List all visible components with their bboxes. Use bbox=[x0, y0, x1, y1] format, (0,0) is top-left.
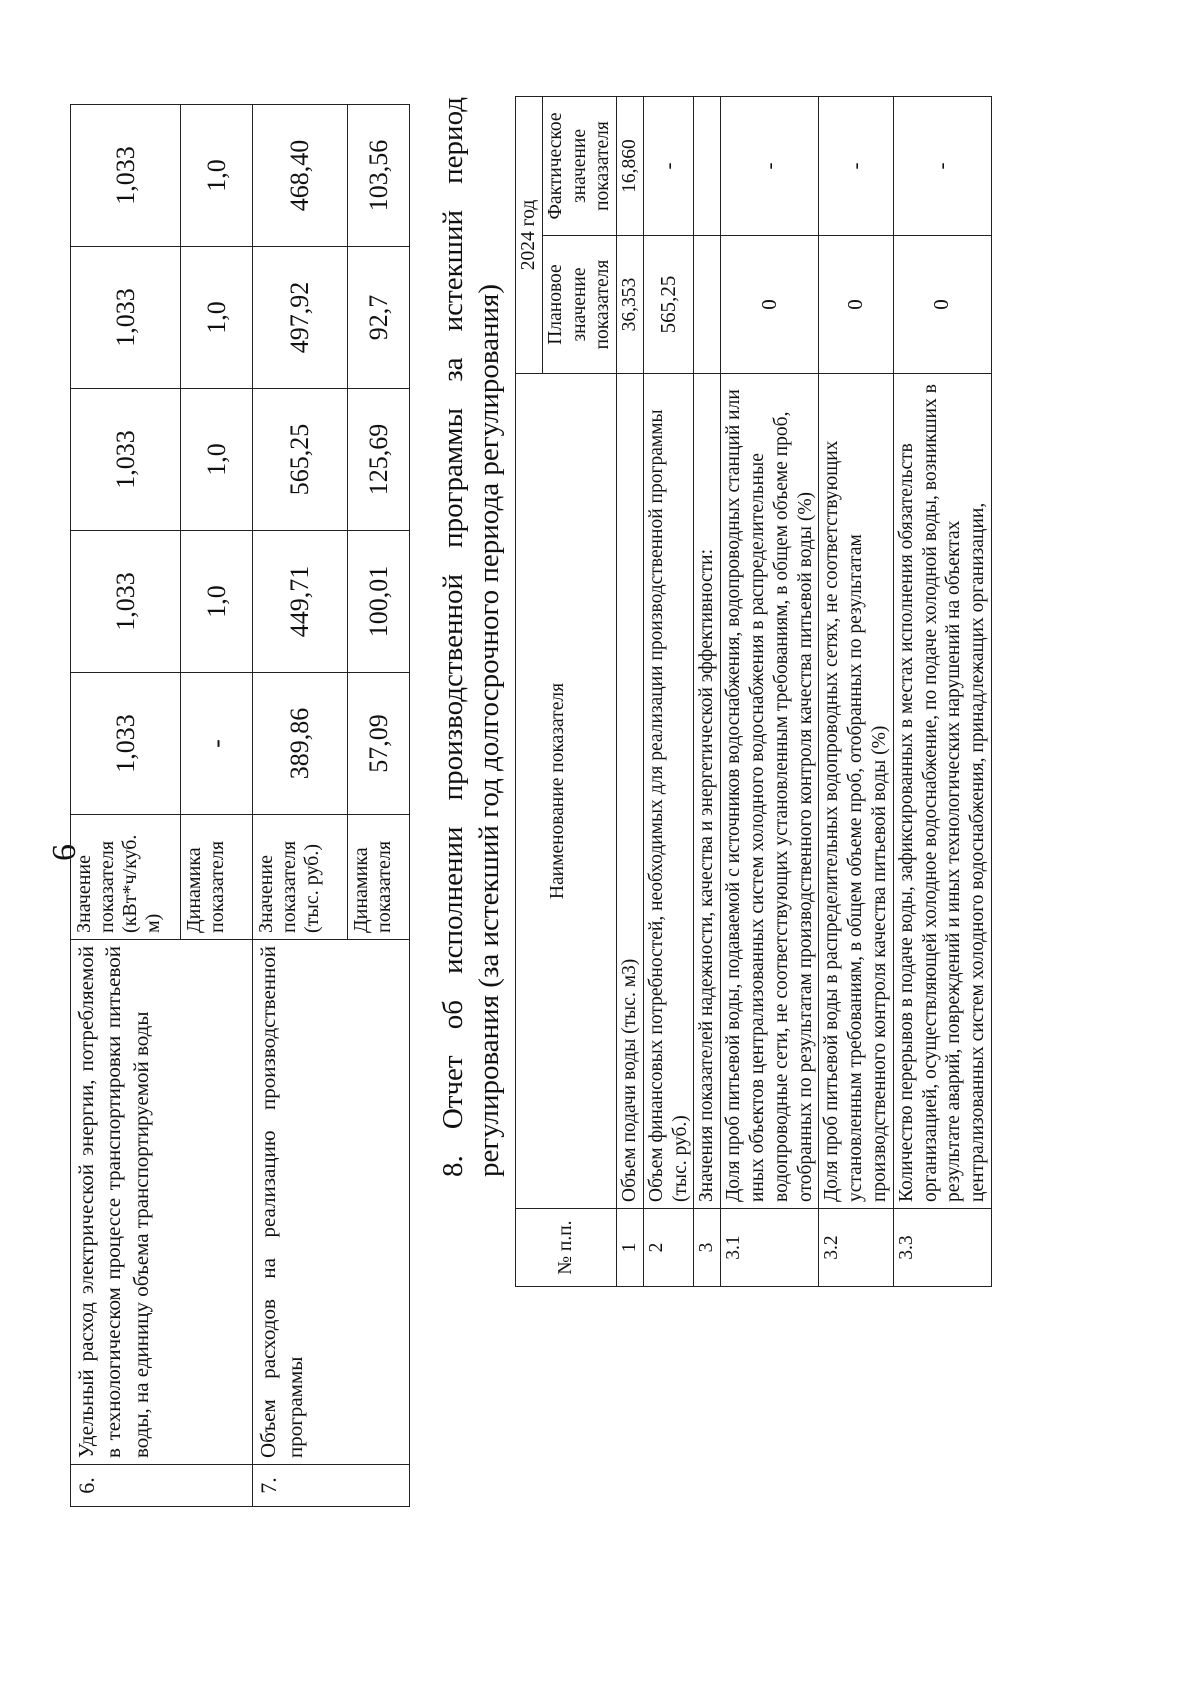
table-row bbox=[721, 97, 819, 1287]
value-cell: 449,71 bbox=[253, 531, 348, 673]
col-header-year: 2024 год bbox=[516, 97, 543, 374]
sub-label: Значение показателя (тыс. руб.) bbox=[253, 815, 348, 940]
table-row bbox=[617, 97, 644, 1287]
plan-value: 0 bbox=[819, 236, 893, 374]
value-cell: 468,40 bbox=[253, 105, 348, 247]
row-number: 3.3 bbox=[893, 1209, 991, 1287]
row-index: 6. bbox=[71, 1465, 253, 1507]
fact-value bbox=[694, 97, 721, 236]
row-name: Значения показателей надежности, качества и энергетической эффективности: bbox=[694, 374, 721, 1209]
value-cell: 1,033 bbox=[71, 247, 181, 389]
value-cell: 57,09 bbox=[348, 673, 410, 815]
row-name: Количество перерывов в подаче воды, зафиксированных в местах исполнения обязательств организацией, осуществляющей холодное водоснабжение, по подаче холодной воды, возникших в результате аварий, повреждений и иных технологических нарушений на объектах централизованных систем холодного водоснабжения, принадлежащих организации, bbox=[893, 374, 991, 1209]
plan-value: 36,353 bbox=[617, 236, 644, 374]
value-cell: - bbox=[181, 673, 253, 815]
indicator-name: Удельный расход электрической энергии, потребляемой в технологическом процессе транспортировки питьевой воды, на единицу объема транспортируемой воды bbox=[71, 940, 253, 1465]
value-cell: 103,56 bbox=[348, 105, 410, 247]
value-cell: 1,033 bbox=[71, 531, 181, 673]
fact-value: - bbox=[819, 97, 893, 236]
value-cell: 565,25 bbox=[253, 389, 348, 531]
col-header-plan: Плановое значение показателя bbox=[542, 236, 616, 374]
table-row bbox=[71, 105, 181, 1507]
col-header-number: № п.п. bbox=[516, 1209, 617, 1287]
row-name: Доля проб питьевой воды в распределительных водопроводных сетях, не соответствующих установленным требованиям, в общем объеме проб, отобранных по результатам производственного контроля качества питьевой воды (%) bbox=[819, 374, 893, 1209]
plan-value: 0 bbox=[721, 236, 819, 374]
plan-value bbox=[694, 236, 721, 374]
col-header-name: Наименование показателя bbox=[516, 374, 617, 1209]
plan-value: 565,25 bbox=[643, 236, 694, 374]
page-number: 6 bbox=[46, 844, 83, 861]
value-cell: 100,01 bbox=[348, 531, 410, 673]
value-cell: 497,92 bbox=[253, 247, 348, 389]
value-cell: 1,033 bbox=[71, 673, 181, 815]
fact-value: - bbox=[721, 97, 819, 236]
program-report-table bbox=[515, 96, 992, 1287]
row-index: 7. bbox=[253, 1465, 410, 1507]
value-cell: 125,69 bbox=[348, 389, 410, 531]
row-number: 2 bbox=[643, 1209, 694, 1287]
sub-label: Значение показателя (кВт*ч/куб. м) bbox=[71, 815, 181, 940]
sub-label: Динамика показателя bbox=[181, 815, 253, 940]
row-number: 3.2 bbox=[819, 1209, 893, 1287]
value-cell: 1,0 bbox=[181, 531, 253, 673]
row-number: 1 bbox=[617, 1209, 644, 1287]
value-cell: 1,0 bbox=[181, 389, 253, 531]
table-row bbox=[253, 105, 348, 1507]
row-name: Доля проб питьевой воды, подаваемой с источников водоснабжения, водопроводных станций или иных объектов централизованных систем холодного водоснабжения в распределительные водопроводные сети, не соответствующих установленным требованиям, в общем объеме проб, отобранных по результатам производственного контроля качества питьевой воды (%) bbox=[721, 374, 819, 1209]
indicators-table-continued bbox=[70, 104, 410, 1507]
row-number: 3 bbox=[694, 1209, 721, 1287]
table-row bbox=[694, 97, 721, 1287]
section-8-heading: 8. Отчет об исполнении производственной программы за истекший период регулирования (за истекший год долгосрочного периода регулирования) bbox=[437, 97, 506, 1177]
value-cell: 1,033 bbox=[71, 105, 181, 247]
value-cell: 92,7 bbox=[348, 247, 410, 389]
value-cell: 389,86 bbox=[253, 673, 348, 815]
row-name: Объем финансовых потребностей, необходимых для реализации производственной программы (тыс. руб.) bbox=[643, 374, 694, 1209]
fact-value: - bbox=[643, 97, 694, 236]
indicator-name: Объем расходов на реализацию производственной программы bbox=[253, 940, 410, 1465]
value-cell: 1,033 bbox=[71, 389, 181, 531]
col-header-fact: Фактическое значение показателя bbox=[542, 97, 616, 236]
value-cell: 1,0 bbox=[181, 105, 253, 247]
sub-label: Динамика показателя bbox=[348, 815, 410, 940]
value-cell: 1,0 bbox=[181, 247, 253, 389]
header-row bbox=[516, 97, 543, 1287]
plan-value: 0 bbox=[893, 236, 991, 374]
row-name: Объем подачи воды (тыс. м3) bbox=[617, 374, 644, 1209]
fact-value: 16,860 bbox=[617, 97, 644, 236]
fact-value: - bbox=[893, 97, 991, 236]
table-row bbox=[893, 97, 991, 1287]
table-row bbox=[643, 97, 694, 1287]
row-number: 3.1 bbox=[721, 1209, 819, 1287]
table-row bbox=[819, 97, 893, 1287]
